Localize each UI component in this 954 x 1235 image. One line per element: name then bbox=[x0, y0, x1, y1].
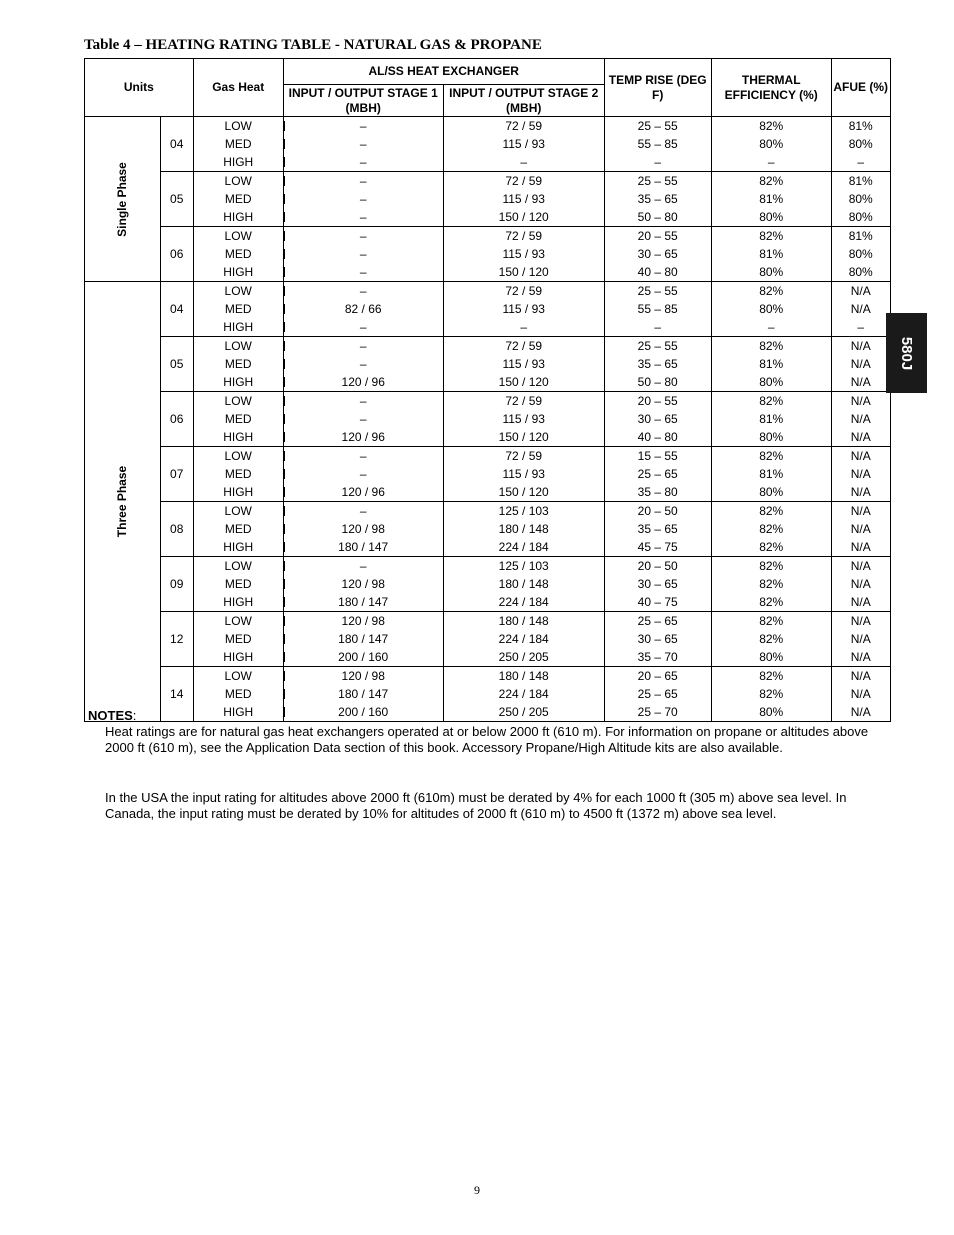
stage1-cell: – bbox=[283, 135, 443, 153]
thermal-efficiency-cell: 80% bbox=[711, 263, 831, 282]
afue-cell: N/A bbox=[831, 483, 890, 502]
stage2-header: INPUT / OUTPUT STAGE 2 (MBH) bbox=[443, 85, 604, 117]
thermal-efficiency-cell: 82% bbox=[711, 575, 831, 593]
stage2-cell: 224 / 184 bbox=[443, 593, 604, 612]
gas-heat-cell: HIGH bbox=[193, 153, 283, 172]
stage2-cell: 115 / 93 bbox=[443, 190, 604, 208]
table-row bbox=[85, 227, 891, 246]
unit-size-cell: 09 bbox=[160, 557, 193, 612]
thermal-efficiency-cell: 82% bbox=[711, 593, 831, 612]
unit-size-cell: 06 bbox=[160, 392, 193, 447]
notes-heading: NOTES: bbox=[88, 708, 137, 723]
temp-rise-cell: 30 – 65 bbox=[604, 630, 711, 648]
table-body bbox=[85, 117, 891, 722]
stage2-cell: 224 / 184 bbox=[443, 685, 604, 703]
stage2-cell: 180 / 148 bbox=[443, 575, 604, 593]
table-row bbox=[85, 502, 891, 521]
gas-heat-cell: LOW bbox=[193, 447, 283, 466]
stage1-cell: – bbox=[283, 190, 443, 208]
stage1-cell: – bbox=[283, 208, 443, 227]
afue-cell: N/A bbox=[831, 355, 890, 373]
thermal-efficiency-cell: 82% bbox=[711, 538, 831, 557]
stage2-cell: 250 / 205 bbox=[443, 648, 604, 667]
table-row bbox=[85, 153, 891, 172]
afue-cell: 80% bbox=[831, 263, 890, 282]
unit-size-cell: 06 bbox=[160, 227, 193, 282]
stage2-cell: 180 / 148 bbox=[443, 667, 604, 686]
thermal-efficiency-cell: 81% bbox=[711, 465, 831, 483]
unit-size-cell: 07 bbox=[160, 447, 193, 502]
stage2-cell: 150 / 120 bbox=[443, 428, 604, 447]
stage2-cell: 115 / 93 bbox=[443, 300, 604, 318]
gas-heat-cell: MED bbox=[193, 135, 283, 153]
afue-cell: N/A bbox=[831, 557, 890, 576]
unit-size-cell: 08 bbox=[160, 502, 193, 557]
stage1-cell: – bbox=[283, 502, 443, 521]
phase-cell bbox=[85, 282, 161, 722]
unit-size-cell: 14 bbox=[160, 667, 193, 722]
afue-cell: 80% bbox=[831, 190, 890, 208]
stage2-cell: 72 / 59 bbox=[443, 117, 604, 136]
gas-heat-header: Gas Heat bbox=[193, 59, 283, 117]
stage2-cell: 72 / 59 bbox=[443, 392, 604, 411]
table-row bbox=[85, 648, 891, 667]
afue-cell: N/A bbox=[831, 373, 890, 392]
gas-heat-cell: LOW bbox=[193, 557, 283, 576]
temp-rise-cell: 20 – 65 bbox=[604, 667, 711, 686]
stage1-cell: – bbox=[283, 318, 443, 337]
afue-cell: 81% bbox=[831, 227, 890, 246]
afue-cell: 80% bbox=[831, 208, 890, 227]
stage1-header: INPUT / OUTPUT STAGE 1 (MBH) bbox=[283, 85, 443, 117]
thermal-efficiency-cell: 82% bbox=[711, 520, 831, 538]
stage1-cell: – bbox=[283, 465, 443, 483]
gas-heat-cell: MED bbox=[193, 685, 283, 703]
thermal-efficiency-cell: 82% bbox=[711, 392, 831, 411]
table-row bbox=[85, 373, 891, 392]
model-side-tab bbox=[886, 313, 927, 393]
model-label: 580J bbox=[898, 336, 915, 370]
stage2-cell: 224 / 184 bbox=[443, 538, 604, 557]
gas-heat-cell: HIGH bbox=[193, 538, 283, 557]
stage1-cell: – bbox=[283, 282, 443, 301]
thermal-efficiency-cell: 80% bbox=[711, 135, 831, 153]
temp-rise-cell: 20 – 50 bbox=[604, 502, 711, 521]
stage2-cell: 115 / 93 bbox=[443, 355, 604, 373]
stage1-cell: – bbox=[283, 227, 443, 246]
stage2-cell: 125 / 103 bbox=[443, 557, 604, 576]
table-row bbox=[85, 593, 891, 612]
thermal-efficiency-cell: 82% bbox=[711, 667, 831, 686]
gas-heat-cell: MED bbox=[193, 245, 283, 263]
stage1-cell: – bbox=[283, 447, 443, 466]
afue-cell: N/A bbox=[831, 502, 890, 521]
phase-cell bbox=[85, 117, 161, 282]
stage1-cell: 180 / 147 bbox=[283, 685, 443, 703]
thermal-efficiency-header: THERMAL EFFICIENCY (%) bbox=[711, 59, 831, 117]
note-paragraph: Heat ratings are for natural gas heat exchangers operated at or below 2000 ft (610 m). For information on propane or altitudes above 2000 ft (610 m), see the Application Data section of this book. Accessory Propane/High Altitude kits are also available. bbox=[105, 724, 869, 755]
temp-rise-cell: 15 – 55 bbox=[604, 447, 711, 466]
table-row bbox=[85, 172, 891, 191]
stage1-cell: – bbox=[283, 410, 443, 428]
stage1-cell: 120 / 98 bbox=[283, 612, 443, 631]
stage1-cell: 120 / 96 bbox=[283, 483, 443, 502]
table-row bbox=[85, 703, 891, 722]
stage1-cell: 120 / 98 bbox=[283, 667, 443, 686]
gas-heat-cell: HIGH bbox=[193, 703, 283, 722]
gas-heat-cell: MED bbox=[193, 630, 283, 648]
afue-cell: N/A bbox=[831, 685, 890, 703]
thermal-efficiency-cell: 82% bbox=[711, 502, 831, 521]
temp-rise-cell: 30 – 65 bbox=[604, 575, 711, 593]
afue-cell: – bbox=[831, 318, 890, 337]
table-row bbox=[85, 575, 891, 593]
table-row bbox=[85, 483, 891, 502]
thermal-efficiency-cell: 80% bbox=[711, 703, 831, 722]
thermal-efficiency-cell: 82% bbox=[711, 227, 831, 246]
gas-heat-cell: HIGH bbox=[193, 428, 283, 447]
thermal-efficiency-cell: 81% bbox=[711, 245, 831, 263]
temp-rise-cell: 20 – 55 bbox=[604, 227, 711, 246]
table-row bbox=[85, 245, 891, 263]
afue-cell: N/A bbox=[831, 300, 890, 318]
table-row bbox=[85, 410, 891, 428]
afue-cell: 81% bbox=[831, 172, 890, 191]
temp-rise-cell: 35 – 80 bbox=[604, 483, 711, 502]
gas-heat-cell: LOW bbox=[193, 117, 283, 136]
temp-rise-cell: 50 – 80 bbox=[604, 373, 711, 392]
temp-rise-cell: 25 – 65 bbox=[604, 685, 711, 703]
gas-heat-cell: MED bbox=[193, 190, 283, 208]
temp-rise-cell: 55 – 85 bbox=[604, 135, 711, 153]
table-row bbox=[85, 135, 891, 153]
table-row bbox=[85, 282, 891, 301]
afue-cell: N/A bbox=[831, 337, 890, 356]
unit-size-cell: 04 bbox=[160, 117, 193, 172]
temp-rise-cell: – bbox=[604, 153, 711, 172]
afue-cell: N/A bbox=[831, 520, 890, 538]
stage1-cell: – bbox=[283, 557, 443, 576]
afue-header: AFUE (%) bbox=[831, 59, 890, 117]
table-row bbox=[85, 318, 891, 337]
stage1-cell: – bbox=[283, 392, 443, 411]
temp-rise-cell: 25 – 55 bbox=[604, 172, 711, 191]
temp-rise-cell: 25 – 70 bbox=[604, 703, 711, 722]
stage1-cell: – bbox=[283, 355, 443, 373]
table-row bbox=[85, 612, 891, 631]
stage2-cell: – bbox=[443, 318, 604, 337]
temp-rise-cell: 35 – 70 bbox=[604, 648, 711, 667]
gas-heat-cell: HIGH bbox=[193, 648, 283, 667]
temp-rise-cell: 25 – 55 bbox=[604, 117, 711, 136]
afue-cell: N/A bbox=[831, 428, 890, 447]
temp-rise-cell: 20 – 50 bbox=[604, 557, 711, 576]
afue-cell: N/A bbox=[831, 410, 890, 428]
temp-rise-cell: 30 – 65 bbox=[604, 245, 711, 263]
thermal-efficiency-cell: 80% bbox=[711, 648, 831, 667]
thermal-efficiency-cell: 80% bbox=[711, 208, 831, 227]
temp-rise-cell: – bbox=[604, 318, 711, 337]
stage2-cell: 125 / 103 bbox=[443, 502, 604, 521]
afue-cell: N/A bbox=[831, 667, 890, 686]
temp-rise-cell: 25 – 65 bbox=[604, 612, 711, 631]
thermal-efficiency-cell: – bbox=[711, 153, 831, 172]
table-row bbox=[85, 447, 891, 466]
afue-cell: N/A bbox=[831, 648, 890, 667]
thermal-efficiency-cell: 82% bbox=[711, 685, 831, 703]
table-row bbox=[85, 208, 891, 227]
gas-heat-cell: MED bbox=[193, 465, 283, 483]
stage2-cell: 150 / 120 bbox=[443, 208, 604, 227]
stage1-cell: 200 / 160 bbox=[283, 648, 443, 667]
stage2-cell: 72 / 59 bbox=[443, 447, 604, 466]
table-header bbox=[85, 59, 891, 117]
stage1-cell: 120 / 96 bbox=[283, 373, 443, 392]
thermal-efficiency-cell: 82% bbox=[711, 447, 831, 466]
table-row bbox=[85, 428, 891, 447]
unit-size-cell: 05 bbox=[160, 172, 193, 227]
temp-rise-cell: 40 – 75 bbox=[604, 593, 711, 612]
gas-heat-cell: MED bbox=[193, 410, 283, 428]
afue-cell: N/A bbox=[831, 538, 890, 557]
gas-heat-cell: LOW bbox=[193, 392, 283, 411]
gas-heat-cell: LOW bbox=[193, 502, 283, 521]
gas-heat-cell: MED bbox=[193, 520, 283, 538]
table-row bbox=[85, 465, 891, 483]
thermal-efficiency-cell: 81% bbox=[711, 190, 831, 208]
stage1-cell: – bbox=[283, 337, 443, 356]
afue-cell: N/A bbox=[831, 575, 890, 593]
temp-rise-cell: 20 – 55 bbox=[604, 392, 711, 411]
stage2-cell: 72 / 59 bbox=[443, 172, 604, 191]
unit-size-cell: 05 bbox=[160, 337, 193, 392]
afue-cell: 80% bbox=[831, 135, 890, 153]
afue-cell: – bbox=[831, 153, 890, 172]
stage1-cell: 82 / 66 bbox=[283, 300, 443, 318]
unit-size-cell: 12 bbox=[160, 612, 193, 667]
stage1-cell: – bbox=[283, 263, 443, 282]
temp-rise-cell: 30 – 65 bbox=[604, 410, 711, 428]
afue-cell: N/A bbox=[831, 282, 890, 301]
table-row bbox=[85, 300, 891, 318]
afue-cell: N/A bbox=[831, 703, 890, 722]
stage1-cell: – bbox=[283, 245, 443, 263]
temp-rise-cell: 50 – 80 bbox=[604, 208, 711, 227]
gas-heat-cell: LOW bbox=[193, 337, 283, 356]
thermal-efficiency-cell: 80% bbox=[711, 373, 831, 392]
thermal-efficiency-cell: 80% bbox=[711, 483, 831, 502]
table-row bbox=[85, 117, 891, 136]
gas-heat-cell: LOW bbox=[193, 172, 283, 191]
gas-heat-cell: MED bbox=[193, 355, 283, 373]
heating-rating-table bbox=[84, 58, 891, 722]
table-row bbox=[85, 667, 891, 686]
stage2-cell: 72 / 59 bbox=[443, 337, 604, 356]
temp-rise-cell: 35 – 65 bbox=[604, 520, 711, 538]
gas-heat-cell: HIGH bbox=[193, 483, 283, 502]
gas-heat-cell: LOW bbox=[193, 282, 283, 301]
thermal-efficiency-cell: 80% bbox=[711, 428, 831, 447]
afue-cell: N/A bbox=[831, 392, 890, 411]
stage2-cell: 180 / 148 bbox=[443, 520, 604, 538]
thermal-efficiency-cell: 81% bbox=[711, 355, 831, 373]
table-title: Table 4 – HEATING RATING TABLE - NATURAL GAS & PROPANE bbox=[84, 37, 542, 53]
table-row bbox=[85, 355, 891, 373]
gas-heat-cell: HIGH bbox=[193, 208, 283, 227]
stage1-cell: 180 / 147 bbox=[283, 538, 443, 557]
heat-exchanger-header: AL/SS HEAT EXCHANGER bbox=[283, 59, 604, 85]
table-row bbox=[85, 392, 891, 411]
table-row bbox=[85, 337, 891, 356]
stage1-cell: 180 / 147 bbox=[283, 593, 443, 612]
temp-rise-cell: 25 – 55 bbox=[604, 337, 711, 356]
afue-cell: N/A bbox=[831, 447, 890, 466]
stage1-cell: 120 / 96 bbox=[283, 428, 443, 447]
table-row bbox=[85, 630, 891, 648]
afue-cell: 81% bbox=[831, 117, 890, 136]
stage2-cell: 180 / 148 bbox=[443, 612, 604, 631]
gas-heat-cell: LOW bbox=[193, 227, 283, 246]
stage1-cell: – bbox=[283, 117, 443, 136]
gas-heat-cell: HIGH bbox=[193, 593, 283, 612]
gas-heat-cell: HIGH bbox=[193, 373, 283, 392]
stage2-cell: 72 / 59 bbox=[443, 282, 604, 301]
stage2-cell: 115 / 93 bbox=[443, 245, 604, 263]
gas-heat-cell: LOW bbox=[193, 612, 283, 631]
stage1-cell: 120 / 98 bbox=[283, 520, 443, 538]
stage2-cell: 115 / 93 bbox=[443, 135, 604, 153]
temp-rise-cell: 40 – 80 bbox=[604, 263, 711, 282]
afue-cell: N/A bbox=[831, 630, 890, 648]
phase-label: Three Phase bbox=[114, 465, 129, 538]
stage2-cell: 250 / 205 bbox=[443, 703, 604, 722]
thermal-efficiency-cell: 80% bbox=[711, 300, 831, 318]
stage2-cell: 72 / 59 bbox=[443, 227, 604, 246]
stage2-cell: 224 / 184 bbox=[443, 630, 604, 648]
afue-cell: 80% bbox=[831, 245, 890, 263]
gas-heat-cell: MED bbox=[193, 300, 283, 318]
table-row bbox=[85, 685, 891, 703]
thermal-efficiency-cell: 82% bbox=[711, 612, 831, 631]
table-row bbox=[85, 263, 891, 282]
afue-cell: N/A bbox=[831, 612, 890, 631]
stage2-cell: 115 / 93 bbox=[443, 410, 604, 428]
thermal-efficiency-cell: 82% bbox=[711, 117, 831, 136]
table-row bbox=[85, 190, 891, 208]
thermal-efficiency-cell: 82% bbox=[711, 172, 831, 191]
thermal-efficiency-cell: – bbox=[711, 318, 831, 337]
stage1-cell: 120 / 98 bbox=[283, 575, 443, 593]
stage1-cell: – bbox=[283, 153, 443, 172]
temp-rise-cell: 35 – 65 bbox=[604, 190, 711, 208]
temp-rise-cell: 55 – 85 bbox=[604, 300, 711, 318]
table-row bbox=[85, 538, 891, 557]
gas-heat-cell: MED bbox=[193, 575, 283, 593]
stage2-cell: 150 / 120 bbox=[443, 263, 604, 282]
temp-rise-cell: 35 – 65 bbox=[604, 355, 711, 373]
unit-size-cell: 04 bbox=[160, 282, 193, 337]
stage2-cell: 150 / 120 bbox=[443, 373, 604, 392]
temp-rise-cell: 45 – 75 bbox=[604, 538, 711, 557]
phase-label: Single Phase bbox=[114, 161, 129, 237]
stage1-cell: 180 / 147 bbox=[283, 630, 443, 648]
temp-rise-header: TEMP RISE (DEG F) bbox=[604, 59, 711, 117]
stage1-cell: 200 / 160 bbox=[283, 703, 443, 722]
gas-heat-cell: LOW bbox=[193, 667, 283, 686]
stage2-cell: – bbox=[443, 153, 604, 172]
afue-cell: N/A bbox=[831, 593, 890, 612]
afue-cell: N/A bbox=[831, 465, 890, 483]
thermal-efficiency-cell: 82% bbox=[711, 557, 831, 576]
stage2-cell: 115 / 93 bbox=[443, 465, 604, 483]
note-paragraph: In the USA the input rating for altitudes above 2000 ft (610m) must be derated by 4% for each 1000 ft (305 m) above sea level. In Canada, the input rating must be derated by 10% for altitudes of 2000 ft (610 m) to 4500 ft (1372 m) above sea level. bbox=[105, 790, 847, 821]
units-header: Units bbox=[85, 59, 194, 117]
temp-rise-cell: 40 – 80 bbox=[604, 428, 711, 447]
table-row bbox=[85, 520, 891, 538]
thermal-efficiency-cell: 81% bbox=[711, 410, 831, 428]
table-row bbox=[85, 557, 891, 576]
thermal-efficiency-cell: 82% bbox=[711, 337, 831, 356]
thermal-efficiency-cell: 82% bbox=[711, 630, 831, 648]
stage2-cell: 150 / 120 bbox=[443, 483, 604, 502]
gas-heat-cell: HIGH bbox=[193, 263, 283, 282]
thermal-efficiency-cell: 82% bbox=[711, 282, 831, 301]
stage1-cell: – bbox=[283, 172, 443, 191]
temp-rise-cell: 25 – 65 bbox=[604, 465, 711, 483]
temp-rise-cell: 25 – 55 bbox=[604, 282, 711, 301]
gas-heat-cell: HIGH bbox=[193, 318, 283, 337]
page-number: 9 bbox=[474, 1183, 480, 1197]
